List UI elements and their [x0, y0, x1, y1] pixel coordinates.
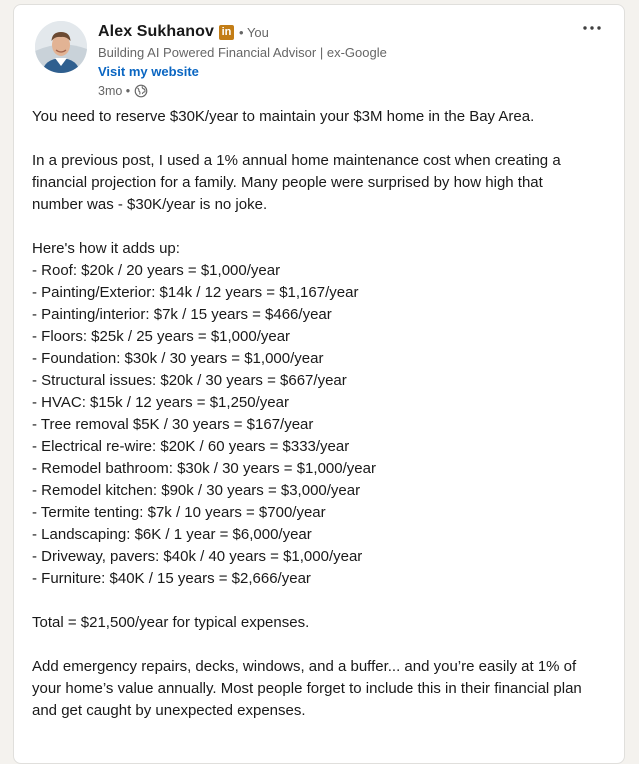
- list-item: - Painting/Exterior: $14k / 12 years = $1,167/year: [32, 284, 359, 301]
- list-heading: Here's how it adds up:: [32, 240, 180, 257]
- post-paragraph-line: number was - $30K/year is no joke.: [32, 196, 268, 213]
- list-item: - Termite tenting: $7k / 10 years = $700/year: [32, 504, 326, 521]
- list-item: - Driveway, pavers: $40k / 40 years = $1,000/year: [32, 548, 363, 565]
- list-item: - Floors: $25k / 25 years = $1,000/year: [32, 328, 291, 345]
- author-name[interactable]: Alex Sukhanov: [98, 23, 215, 40]
- list-item: - Landscaping: $6K / 1 year = $6,000/year: [32, 526, 312, 543]
- post-total: Total = $21,500/year for typical expenses.: [32, 614, 310, 631]
- profile-photo: [35, 21, 87, 73]
- list-item: - Electrical re-wire: $20K / 60 years = $333/year: [32, 438, 350, 455]
- post-closing-line: your home’s value annually. Most people forget to include this in their financial plan: [32, 680, 582, 697]
- list-item: - Remodel kitchen: $90k / 30 years = $3,000/year: [32, 482, 361, 499]
- post-body: [32, 106, 617, 722]
- post-paragraph-line: financial projection for a family. Many people were surprised by how high that: [32, 174, 543, 191]
- post-closing-line: and get caught by unexpected expenses.: [32, 702, 306, 719]
- list-item: - Furniture: $40K / 15 years = $2,666/year: [32, 570, 311, 587]
- post-card: [13, 4, 625, 764]
- list-item: - Tree removal $5K / 30 years = $167/year: [32, 416, 314, 433]
- author-name-row: [98, 22, 269, 42]
- you-label: • You: [239, 24, 269, 40]
- list-item: - Painting/interior: $7k / 15 years = $466/year: [32, 306, 332, 323]
- post-paragraph-line: In a previous post, I used a 1% annual home maintenance cost when creating a: [32, 152, 561, 169]
- author-headline: Building AI Powered Financial Advisor | ex-Google: [98, 45, 387, 60]
- post-meta: [98, 82, 148, 100]
- ellipsis-icon: [583, 26, 601, 30]
- post-time: 3mo •: [98, 84, 131, 98]
- list-item: - Structural issues: $20k / 30 years = $667/year: [32, 372, 347, 389]
- list-item: - Foundation: $30k / 30 years = $1,000/year: [32, 350, 324, 367]
- visit-website-link[interactable]: Visit my website: [98, 64, 199, 79]
- more-options-button[interactable]: [578, 17, 606, 39]
- author-avatar[interactable]: [35, 21, 87, 73]
- list-item: - Remodel bathroom: $30k / 30 years = $1,000/year: [32, 460, 376, 477]
- list-item: - Roof: $20k / 20 years = $1,000/year: [32, 262, 281, 279]
- post-intro: You need to reserve $30K/year to maintain your $3M home in the Bay Area.: [32, 108, 535, 125]
- list-item: - HVAC: $15k / 12 years = $1,250/year: [32, 394, 289, 411]
- globe-icon: [134, 84, 148, 98]
- post-closing-line: Add emergency repairs, decks, windows, and a buffer... and you’re easily at 1% of: [32, 658, 577, 675]
- linkedin-premium-icon: in: [219, 25, 234, 40]
